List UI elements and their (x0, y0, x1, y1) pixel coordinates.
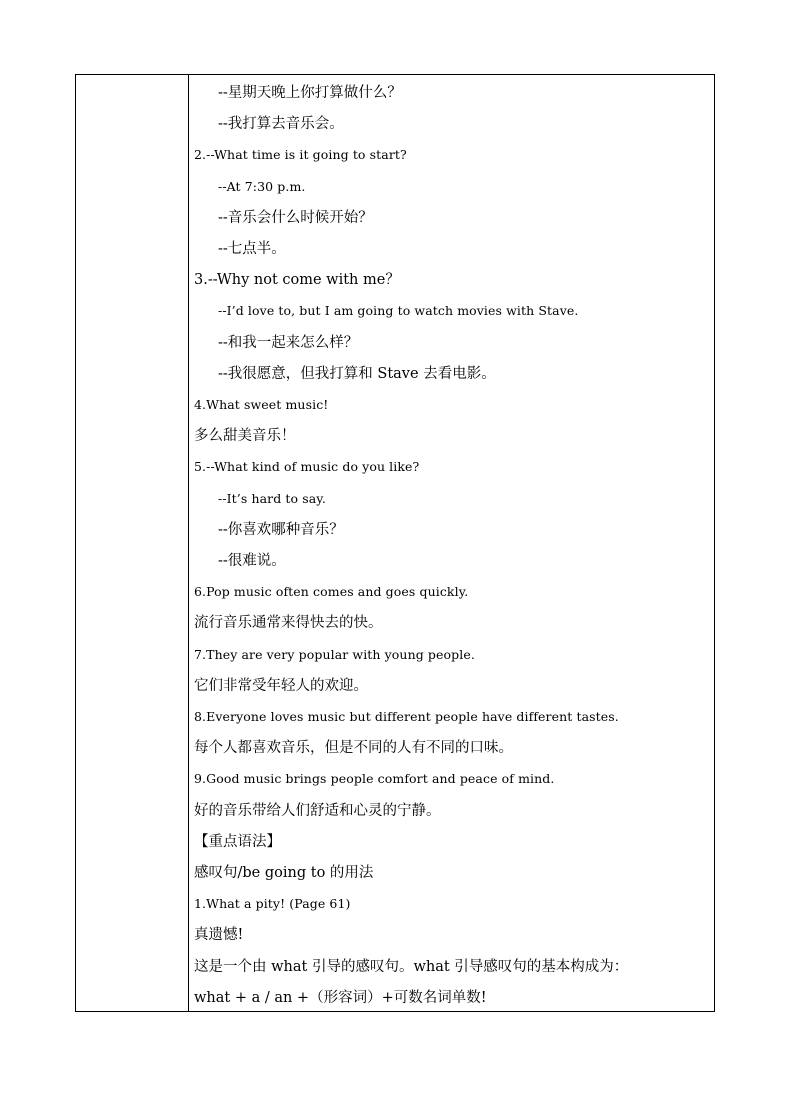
text-line: --At 7:30 p.m. (218, 179, 306, 194)
text-line: 好的音乐带给人们舒适和心灵的宁静。 (194, 803, 441, 819)
text-line: --和我一起来怎么样？ (218, 335, 359, 351)
text-line: 6.Pop music often comes and goes quickly. (194, 584, 469, 599)
text-line: 3.--Why not come with me？ (194, 272, 400, 288)
text-line: 5.--What kind of music do you like? (194, 459, 420, 474)
text-line: 9.Good music brings people comfort and peace of mind. (194, 771, 555, 786)
text-line: 感叹句/be going to 的用法 (194, 865, 374, 881)
text-line: 2.--What time is it going to start? (194, 147, 407, 162)
text-line: --I’d love to, but I am going to watch movies with Stave. (218, 303, 579, 318)
text-line: --你喜欢哪种音乐？ (218, 522, 344, 538)
content-table (75, 74, 715, 1012)
text-line: 7.They are very popular with young people. (194, 647, 475, 662)
text-line: --七点半。 (218, 241, 286, 257)
text-line: 8.Everyone loves music but different people have different tastes. (194, 709, 619, 724)
text-line: 流行音乐通常来得快去的快。 (194, 615, 383, 631)
text-line: 1.What a pity! (Page 61) (194, 896, 351, 911)
text-line: 真遗憾! (194, 927, 244, 943)
text-line: what + a / an +（形容词）+可数名词单数! (194, 990, 487, 1006)
text-line: --很难说。 (218, 553, 286, 569)
table-right-column (189, 75, 714, 1011)
text-line: 每个人都喜欢音乐，但是不同的人有不同的口味。 (194, 740, 513, 756)
text-line: 4.What sweet music! (194, 397, 329, 412)
text-line: 多么甜美音乐！ (194, 428, 296, 444)
text-line: --It’s hard to say. (218, 491, 326, 506)
text-line: 【重点语法】 (194, 834, 281, 850)
text-line: --星期天晚上你打算做什么？ (218, 85, 402, 101)
text-line: --音乐会什么时候开始？ (218, 210, 373, 226)
text-line: 这是一个由 what 引导的感叹句。what 引导感叹句的基本构成为： (194, 959, 629, 975)
text-line: --我很愿意，但我打算和 Stave 去看电影。 (218, 366, 496, 382)
text-line: --我打算去音乐会。 (218, 116, 344, 132)
text-line: 它们非常受年轻人的欢迎。 (194, 678, 368, 694)
table-left-column (76, 75, 189, 1011)
